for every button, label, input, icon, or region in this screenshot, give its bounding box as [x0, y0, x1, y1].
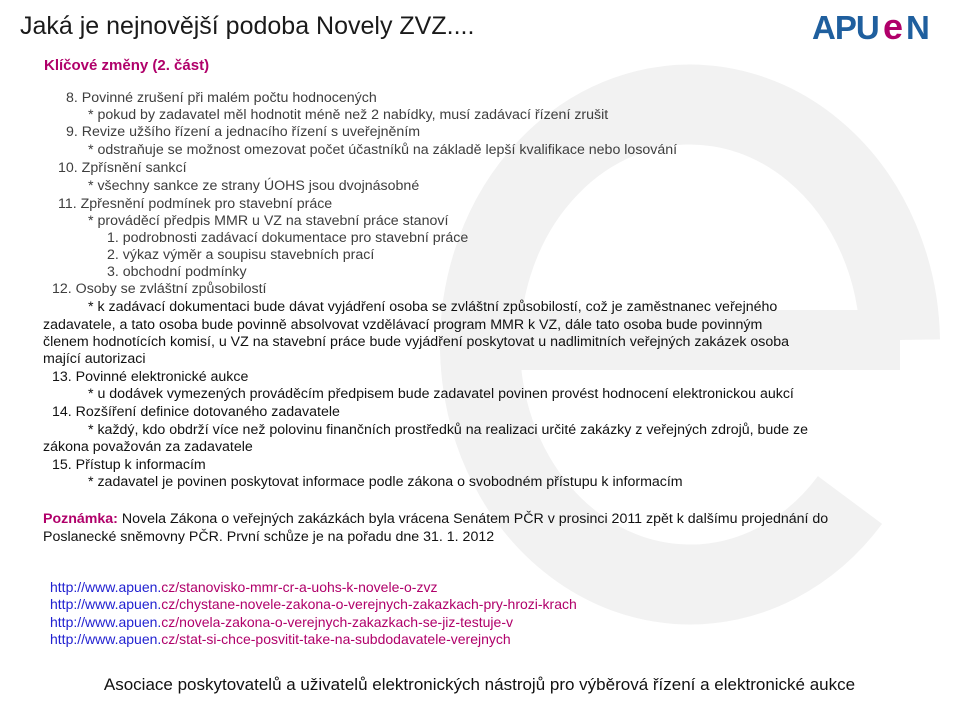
- link-novela-testuje[interactable]: [50, 614, 577, 631]
- svg-text:N: N: [906, 9, 930, 46]
- item-11-sub-3: 3. obchodní podmínky: [107, 264, 247, 280]
- item-12-detail-2: zadavatele, a tato osoba bude povinně absolvovat vzdělávací program MMR k VZ, dále tato osoba bude povinným: [43, 317, 763, 333]
- item-8-detail: * pokud by zadavatel měl hodnotit méně než 2 nabídky, musí zadávací řízení zrušit: [88, 107, 609, 123]
- item-14-detail-2: zákona považován za zadavatele: [43, 439, 253, 455]
- slide-subtitle: Klíčové změny (2. část): [44, 57, 210, 74]
- link-stanovisko[interactable]: [50, 579, 577, 596]
- svg-text:APU: APU: [812, 9, 879, 46]
- item-13-heading: 13. Povinné elektronické aukce: [52, 369, 249, 385]
- link-path: cz/chystane-novele-zakona-o-verejnych-zakazkach-pry-hrozi-krach: [161, 596, 577, 613]
- svg-text:e: e: [883, 8, 904, 47]
- item-9-detail: * odstraňuje se možnost omezovat počet účastníků na základě lepší kvalifikace nebo losování: [88, 142, 678, 158]
- item-11-sub-1: 1. podrobnosti zadávací dokumentace pro stavební práce: [107, 230, 469, 246]
- footer-text: Asociace poskytovatelů a uživatelů elektronických nástrojů pro výběrová řízení a elektronické aukce: [103, 675, 856, 694]
- note-text: Novela Zákona o veřejných zakázkách byla vrácena Senátem PČR v prosinci 2011 zpět k dalšímu projednání do Poslanecké sněmovny PČR. První schůze je na pořadu dne 31. 1. 2012: [43, 511, 829, 545]
- link-subdodavatele[interactable]: [50, 631, 577, 648]
- item-8-heading: 8. Povinné zrušení při malém počtu hodnocených: [66, 90, 377, 106]
- link-path: cz/stanovisko-mmr-cr-a-uohs-k-novele-o-zvz: [161, 579, 438, 595]
- item-11-detail: * prováděcí předpis MMR u VZ na stavební práce stanoví: [88, 213, 449, 229]
- link-list: [50, 579, 577, 649]
- item-12-detail-1: * k zadávací dokumentaci bude dávat vyjádření osoba se zvláštní způsobilostí, což je zaměstnanec veřejného: [88, 299, 778, 315]
- apuen-logo: [812, 8, 952, 48]
- note-paragraph: [43, 510, 883, 546]
- item-14-detail-1: * každý, kdo obdrží více než polovinu finančních prostředků na realizaci určité zakázky z veřejných zdrojů, bude ze: [88, 422, 808, 438]
- item-12-detail-4: mající autorizaci: [43, 351, 146, 367]
- link-path: cz/stat-si-chce-posvitit-take-na-subdodavatele-verejnych: [161, 631, 511, 648]
- link-chystane-novele[interactable]: [50, 596, 577, 613]
- item-15-heading: 15. Přístup k informacím: [52, 457, 206, 473]
- item-11-sub-2: 2. výkaz výměr a soupisu stavebních prací: [107, 247, 375, 263]
- link-host: http://www.apuen.: [50, 579, 162, 595]
- link-host: http://www.apuen.: [50, 596, 162, 613]
- item-12-heading: 12. Osoby se zvláštní způsobilostí: [52, 281, 267, 297]
- note-label: Poznámka:: [43, 511, 118, 527]
- item-14-heading: 14. Rozšíření definice dotovaného zadavatele: [52, 404, 340, 420]
- link-host: http://www.apuen.: [50, 613, 162, 630]
- link-host: http://www.apuen.: [50, 631, 162, 648]
- link-path: cz/novela-zakona-o-verejnych-zakazkach-se-jiz-testuje-v: [161, 613, 513, 630]
- item-13-detail: * u dodávek vymezených prováděcím předpisem bude zadavatel povinen provést hodnocení elektronickou aukcí: [88, 386, 794, 402]
- item-10-detail: * všechny sankce ze strany ÚOHS jsou dvojnásobné: [88, 178, 420, 194]
- slide-title: Jaká je nejnovější podoba Novely ZVZ....: [20, 12, 475, 40]
- item-11-heading: 11. Zpřesnění podmínek pro stavební práce: [58, 196, 333, 212]
- item-10-heading: 10. Zpřísnění sankcí: [58, 160, 187, 176]
- item-9-heading: 9. Revize užšího řízení a jednacího řízení s uveřejněním: [66, 124, 421, 140]
- item-12-detail-3: členem hodnotících komisí, u VZ na stavební práce bude vyjádření poskytovat u nadlimitních veřejných zakázek osoba: [43, 334, 790, 350]
- item-15-detail: * zadavatel je povinen poskytovat informace podle zákona o svobodném přístupu k informacím: [88, 474, 683, 490]
